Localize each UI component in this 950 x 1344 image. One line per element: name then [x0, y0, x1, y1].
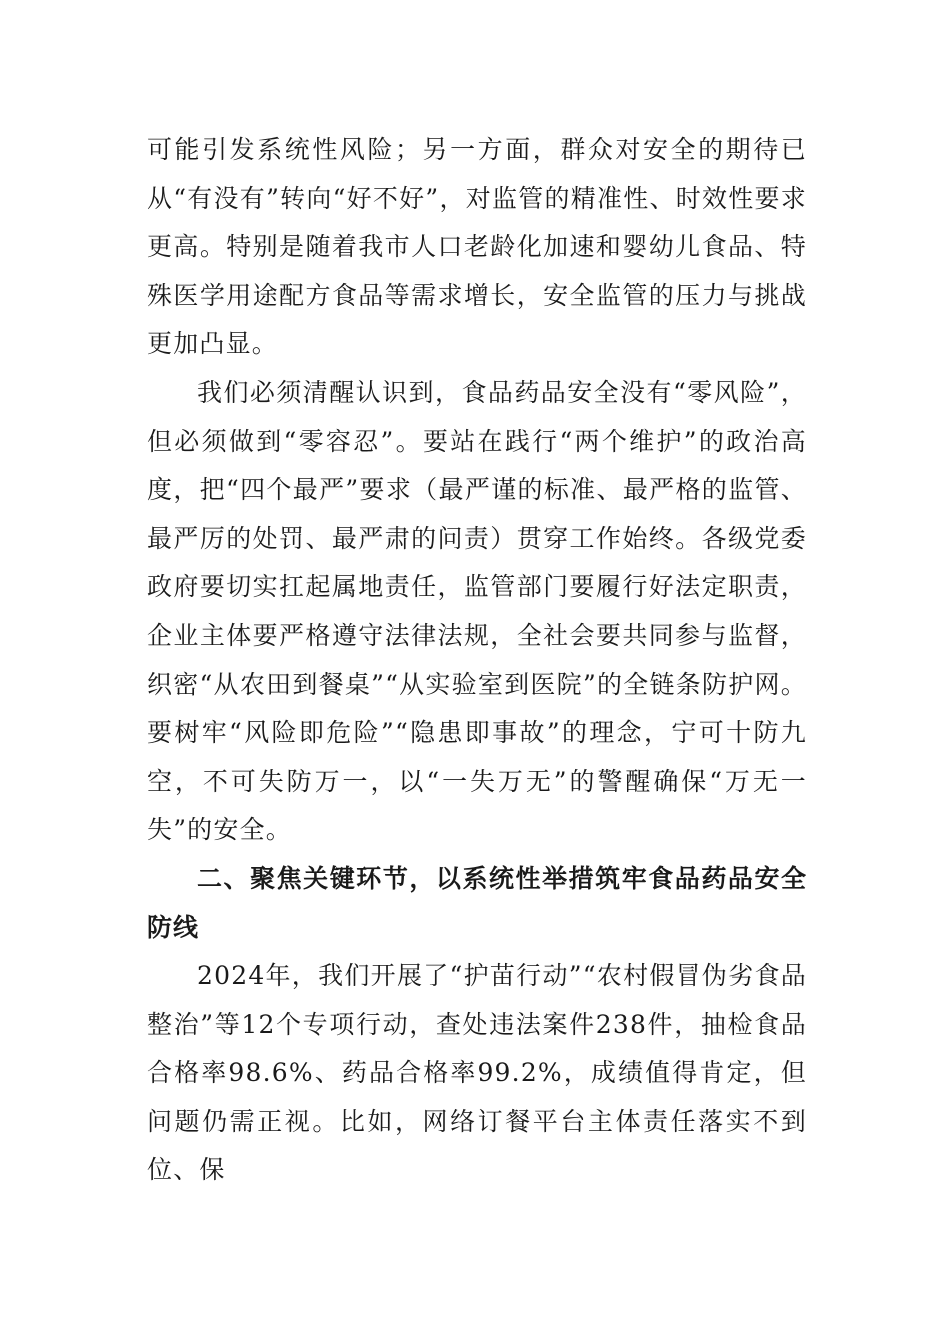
- paragraph-continued: 可能引发系统性风险；另一方面，群众对安全的期待已从“有没有”转向“好不好”，对监管的精准性、时效性要求更高。特别是随着我市人口老龄化加速和婴幼儿食品、特殊医学用途配方食品等需求增长，安全监管的压力与挑战更加凸显。: [147, 135, 807, 359]
- paragraph-zero-tolerance: 我们必须清醒认识到，食品药品安全没有“零风险”，但必须做到“零容忍”。要站在践行“两个维护”的政治高度，把“四个最严”要求（最严谨的标准、最严格的监管、最严厉的处罚、最严肃的问责）贯穿工作始终。各级党委政府要切实扛起属地责任，监管部门要履行好法定职责，企业主体要严格遵守法律法规，全社会要共同参与监督，织密“从农田到餐桌”“从实验室到医院”的全链条防护网。要树牢“风险即危险”“隐患即事故”的理念，宁可十防九空，不可失防万一，以“一失万无”的警醒确保“万无一失”的安全。: [147, 377, 807, 845]
- document-body: [147, 126, 807, 1195]
- paragraph-2024-actions: 2024年，我们开展了“护苗行动”“农村假冒伪劣食品整治”等12个专项行动，查处违法案件238件，抽检食品合格率98.6%、药品合格率99.2%，成绩值得肯定，但问题仍需正视。比如，网络订餐平台主体责任落实不到位、保: [147, 961, 807, 1185]
- section-heading: 二、聚焦关键环节，以系统性举措筑牢食品药品安全防线: [147, 863, 807, 942]
